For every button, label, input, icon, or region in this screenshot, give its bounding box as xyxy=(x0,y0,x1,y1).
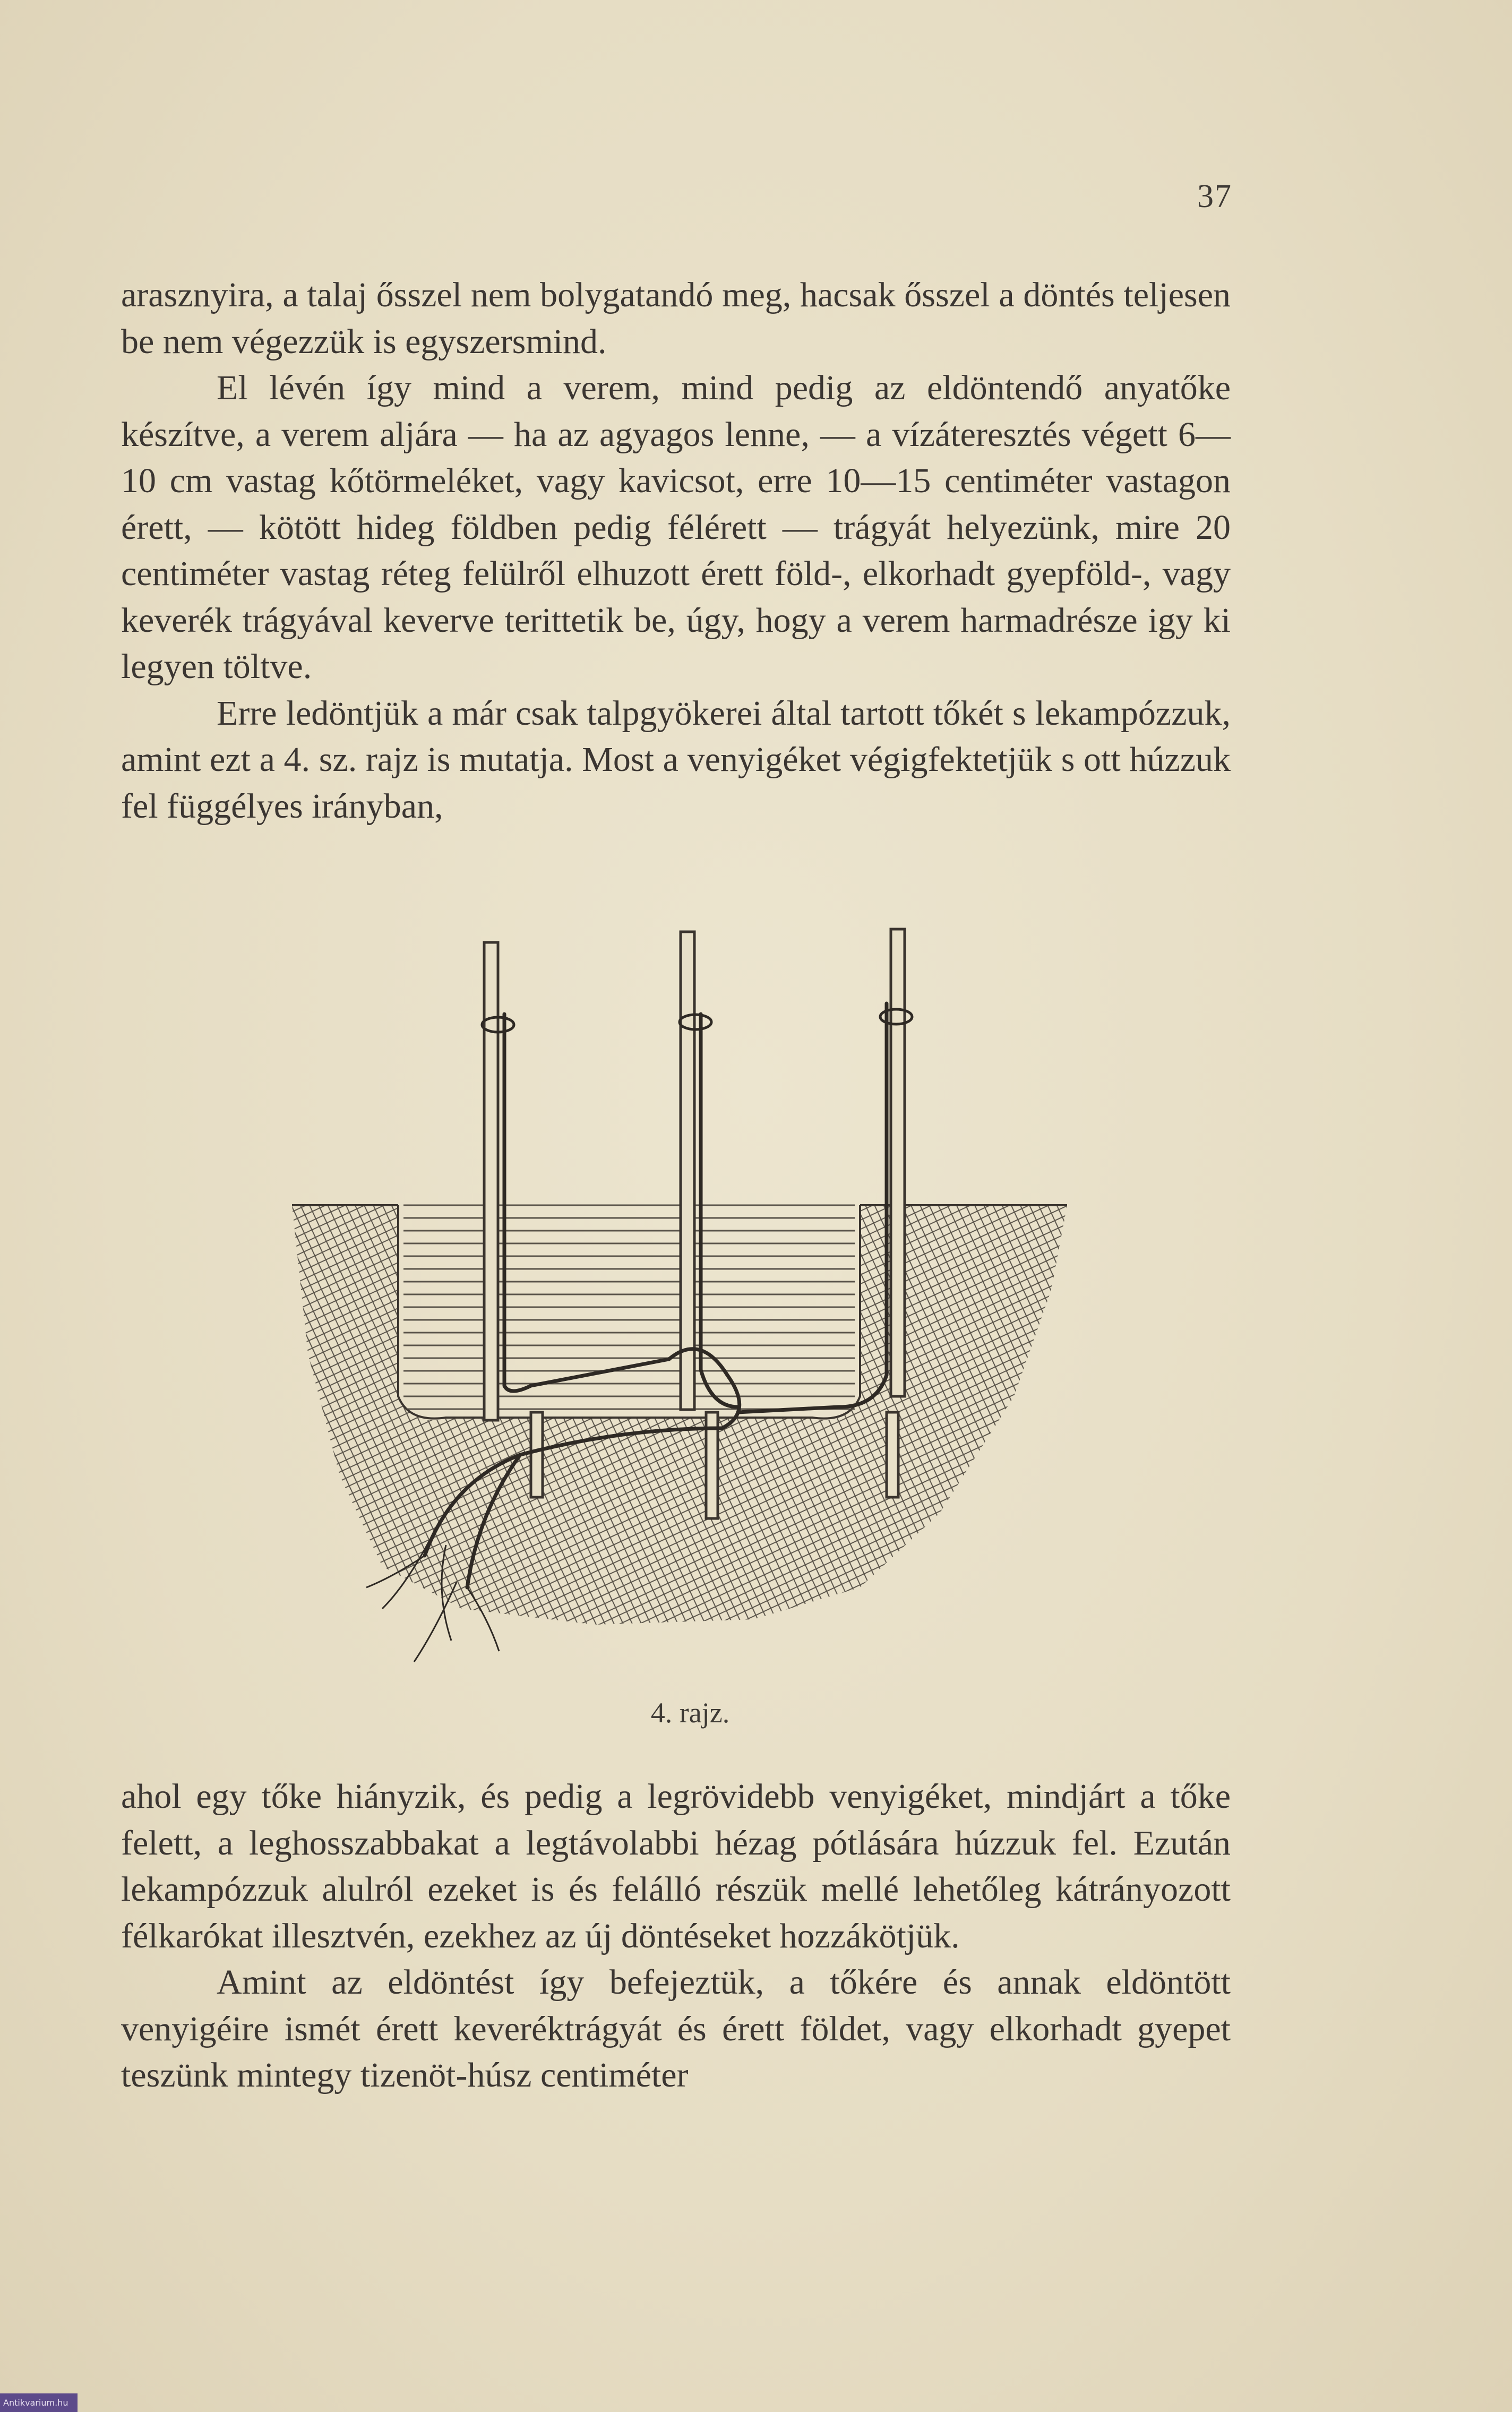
paragraph: ahol egy tőke hiányzik, és pedig a legrövidebb venyigéket, mindjárt a tőke felett, a leghosszabbakat a legtávolabbi hézag pótlására húzzuk fel. Ezután lekampózzuk alulról ezeket is és felálló részük mellé lehetőleg kátrányozott félkarókat illesztvén, ezekhez az új döntéseket hozzákötjük. xyxy=(121,1777,1231,1955)
paragraph: Amint az eldöntést így befejeztük, a tőkére és annak eldöntött venyigéire ismét érett keveréktrágyát és érett földet, vagy elkorhadt gyepet teszünk mintegy tizenöt-húsz centiméter xyxy=(121,1963,1231,2095)
paragraph: arasznyira, a talaj ősszel nem bolygatandó meg, hacsak ősszel a döntés teljesen be nem végezzük is egyszersmind. xyxy=(121,276,1231,361)
text-block-top xyxy=(121,272,1231,829)
page-number: 37 xyxy=(1197,178,1232,214)
paragraph: El lévén így mind a verem, mind pedig az eldöntendő anyatőke készítve, a verem aljára — ha az agyagos lenne, — a vízáteresztés végett 6—10 cm vastag kőtörmeléket, vagy kavicsot, erre 10—15 centiméter vastagon érett, — kötött hideg földben pedig félérett — trágyát helyezünk, mire 20 centiméter vastag réteg felülről elhuzott érett föld-, elkorhadt gyepföld-, vagy keverék trágyával keverve terittetik be, úgy, hogy a verem harmadrésze igy ki legyen töltve. xyxy=(121,368,1231,686)
stake-ties xyxy=(482,1009,912,1032)
text-block-bottom xyxy=(121,1773,1231,2099)
paragraph: Erre ledöntjük a már csak talpgyökerei által tartott tőkét s lekampózzuk, amint ezt a 4. sz. rajz is mutatja. Most a venyigéket végigfektetjük s ott húzzuk fel függélyes irányban, xyxy=(121,693,1231,826)
watermark-label: Antikvarium.hu xyxy=(0,2393,78,2412)
pit-fill xyxy=(403,1200,855,1412)
figure-caption: 4. rajz. xyxy=(650,1697,730,1729)
vine-layering-illustration xyxy=(276,919,1083,1694)
